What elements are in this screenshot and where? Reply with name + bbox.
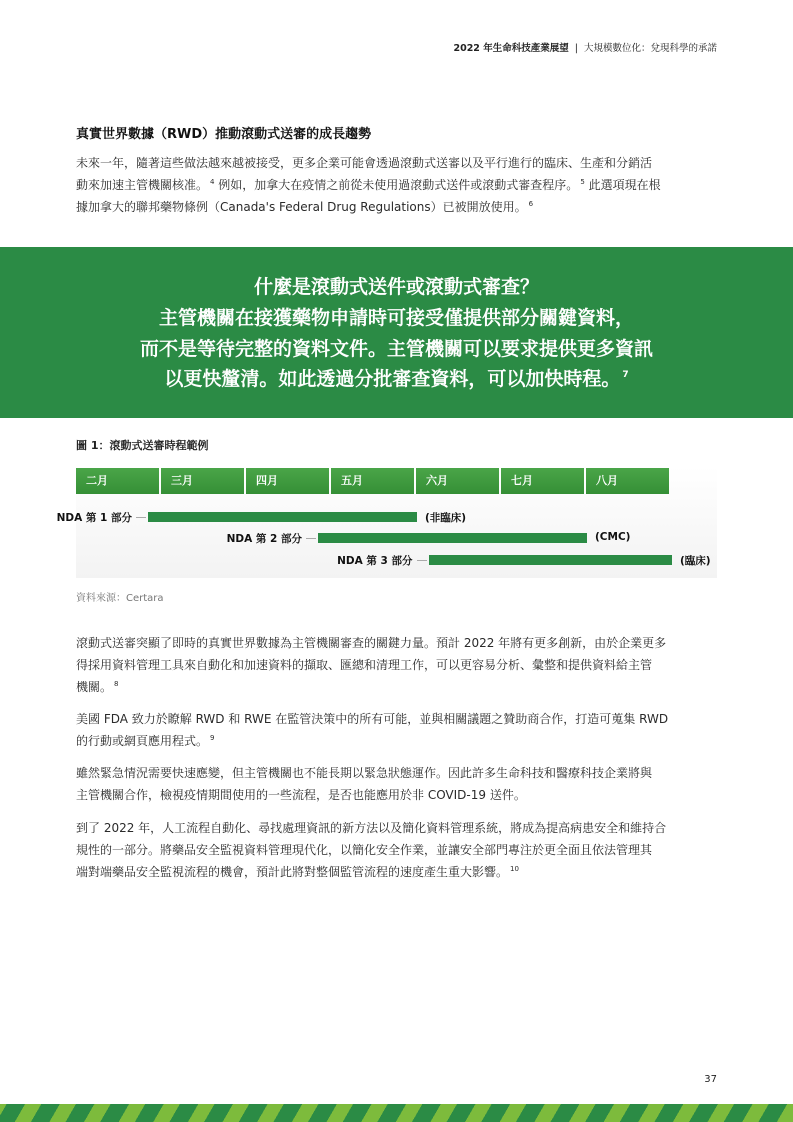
footnote-ref[interactable]: 8 bbox=[114, 680, 119, 688]
gantt-month-label: 三月 bbox=[161, 468, 244, 494]
body-paragraph-1 bbox=[76, 632, 718, 698]
footnote-ref[interactable]: 5 bbox=[580, 178, 585, 186]
intro-line bbox=[76, 174, 718, 196]
body-paragraph-3 bbox=[76, 762, 718, 806]
header-separator: | bbox=[574, 43, 578, 54]
gantt-month-label: 五月 bbox=[331, 468, 414, 494]
gantt-task-label: NDA 第 2 部分 bbox=[226, 533, 302, 545]
callout-banner bbox=[0, 247, 793, 418]
figure-source: 資料來源：Certara bbox=[76, 593, 164, 604]
footer-stripe bbox=[0, 1104, 793, 1122]
gantt-bar bbox=[148, 512, 417, 522]
intro-line: 未來一年，隨著這些做法越來越被接受，更多企業可能會透過滾動式送審以及平行進行的臨床、生產和分銷活 bbox=[76, 156, 653, 170]
callout-line: 而不是等待完整的資料文件。主管機關可以要求提供更多資訊 bbox=[139, 337, 653, 360]
body-line: 規性的一部分。將藥品安全監視資料管理現代化，以簡化安全作業，並讓安全部門專注於更全面且依法管理其 bbox=[76, 843, 653, 857]
body-text: 機關。 bbox=[76, 680, 113, 694]
body-line bbox=[76, 861, 718, 883]
gantt-bar bbox=[318, 533, 587, 543]
footnote-ref[interactable]: 10 bbox=[510, 865, 519, 873]
figure-caption: 圖 1：滾動式送審時程範例 bbox=[76, 439, 209, 452]
callout-line: 主管機關在接獲藥物申請時可接受僅提供部分關鍵資料， bbox=[158, 307, 634, 329]
intro-text: 動來加速主管機關核准。 bbox=[76, 178, 209, 192]
callout-title: 什麼是滾動式送件或滾動式審查？ bbox=[253, 276, 539, 298]
callout-body bbox=[0, 303, 793, 395]
body-line: 主管機關合作，檢視疫情期間使用的一些流程，是否也能應用於非 COVID-19 送件。 bbox=[76, 788, 526, 802]
report-subtitle: 大規模數位化：兌現科學的承諾 bbox=[583, 43, 717, 54]
intro-text: 例如，加拿大在疫情之前從未使用過滾動式送件或滾動式審查程序。 bbox=[214, 178, 579, 192]
callout-text: 以更快釐清。如此透過分批審查資料，可以加快時程。 bbox=[164, 368, 621, 390]
gantt-bar-note: (非臨床) bbox=[425, 512, 467, 524]
body-line bbox=[76, 730, 718, 752]
footnote-ref[interactable]: 4 bbox=[210, 178, 215, 186]
gantt-month-label: 六月 bbox=[416, 468, 499, 494]
report-title: 2022 年生命科技產業展望 bbox=[453, 43, 569, 54]
gantt-month-label: 七月 bbox=[501, 468, 584, 494]
gantt-bar-note: (臨床) bbox=[680, 555, 711, 567]
gantt-bar-note: (CMC) bbox=[595, 531, 631, 543]
gantt-task-label: NDA 第 3 部分 bbox=[337, 555, 413, 567]
section-title: 真實世界數據（RWD）推動滾動式送審的成長趨勢 bbox=[76, 127, 372, 142]
footnote-ref[interactable]: 9 bbox=[210, 734, 215, 742]
intro-paragraph bbox=[76, 152, 718, 218]
footnote-ref[interactable]: 6 bbox=[528, 200, 534, 208]
body-paragraph-4 bbox=[76, 817, 718, 883]
callout-line bbox=[0, 364, 793, 395]
gantt-month-label: 四月 bbox=[246, 468, 329, 494]
gantt-leader-line bbox=[417, 560, 427, 561]
gantt-month-label: 八月 bbox=[586, 468, 669, 494]
footnote-ref[interactable]: 7 bbox=[622, 370, 629, 380]
page-number: 37 bbox=[704, 1074, 717, 1085]
body-line bbox=[76, 676, 718, 698]
gantt-bar bbox=[429, 555, 673, 565]
intro-text: 此選項現在根 bbox=[584, 178, 661, 192]
body-text: 端對端藥品安全監視流程的機會，預計此將對整個監管流程的速度產生重大影響。 bbox=[76, 865, 509, 879]
intro-text: 據加拿大的聯邦藥物條例（Canada's Federal Drug Regulations）已被開放使用。 bbox=[76, 200, 527, 214]
gantt-month-label: 二月 bbox=[76, 468, 159, 494]
body-text: 的行動或網頁應用程式。 bbox=[76, 734, 209, 748]
body-line: 得採用資料管理工具來自動化和加速資料的擷取、匯總和清理工作，可以更容易分析、彙整和提供資料給主管 bbox=[76, 658, 653, 672]
intro-line bbox=[76, 196, 718, 218]
gantt-leader-line bbox=[136, 517, 146, 518]
gantt-leader-line bbox=[306, 538, 316, 539]
body-line: 雖然緊急情況需要快速應變，但主管機關也不能長期以緊急狀態運作。因此許多生命科技和醫療科技企業將與 bbox=[76, 766, 653, 780]
body-line: 到了 2022 年，人工流程自動化、尋找處理資訊的新方法以及簡化資料管理系統，將成為提高病患安全和維持合 bbox=[76, 821, 667, 835]
running-header bbox=[453, 40, 717, 54]
gantt-task-label: NDA 第 1 部分 bbox=[56, 512, 132, 524]
body-line: 滾動式送審突顯了即時的真實世界數據為主管機關審查的關鍵力量。預計 2022 年將有更多創新，由於企業更多 bbox=[76, 636, 667, 650]
body-paragraph-2 bbox=[76, 708, 718, 752]
body-line: 美國 FDA 致力於瞭解 RWD 和 RWE 在監管決策中的所有可能，並與相關議題之贊助商合作，打造可蒐集 RWD bbox=[76, 712, 669, 726]
